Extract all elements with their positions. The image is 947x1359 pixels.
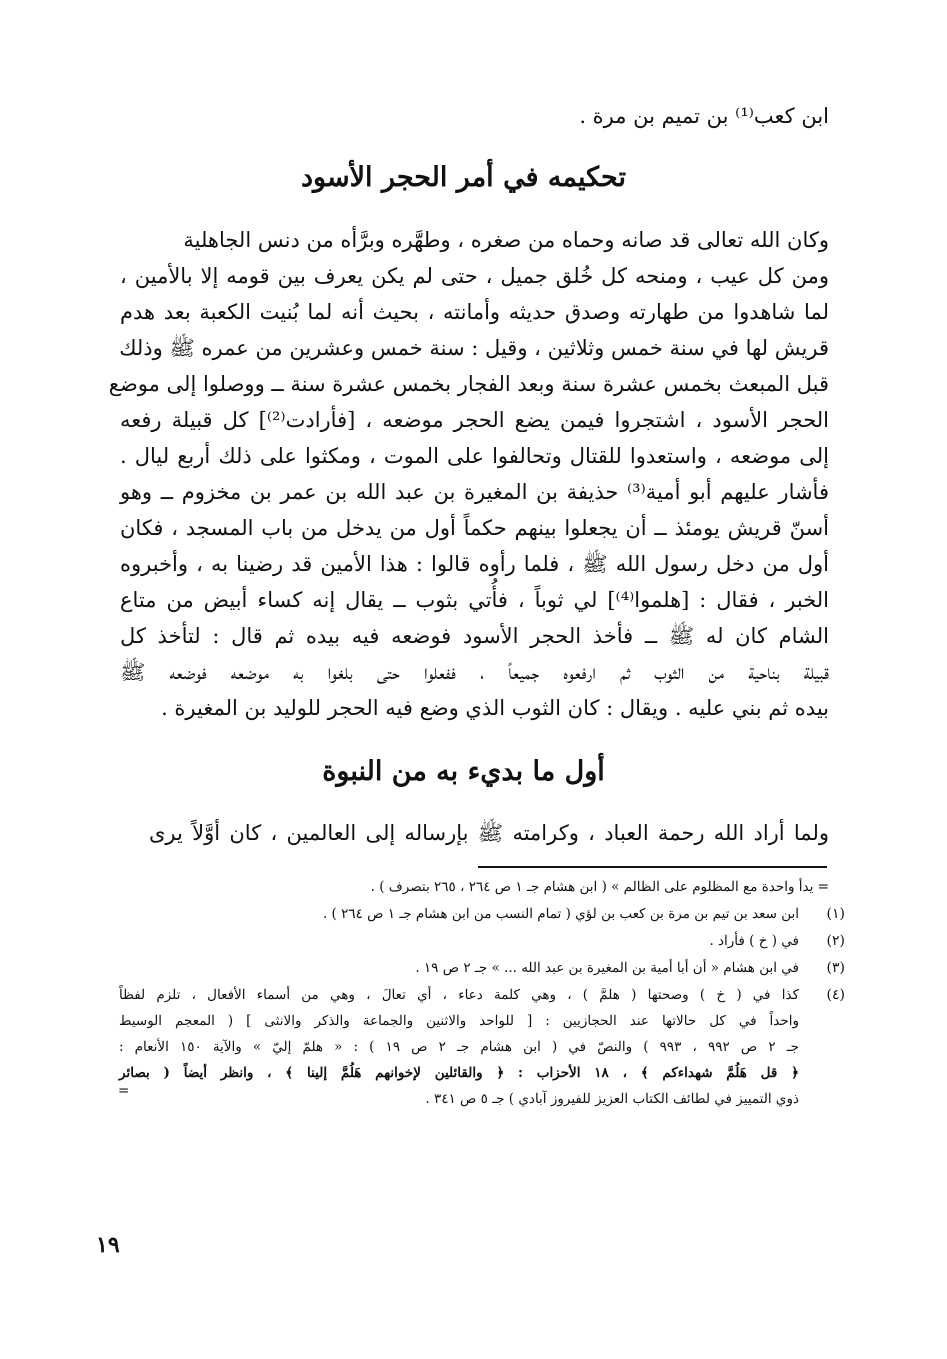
footnote-number: (١) bbox=[826, 906, 845, 922]
section-heading-black-stone: تحكيمه في أمر الحجر الأسود bbox=[301, 162, 626, 193]
footnote-number: (٤) bbox=[826, 987, 845, 1003]
footnote-text: واحداً في كل حالاتها عند الحجازيين : [ للواحد والاثنين والجماعة والذكر والانثى ] ( المعجم الوسيط bbox=[119, 1013, 799, 1029]
footnote-continuation: = يدأ واحدة مع المظلوم على الظالم » ( ابن هشام جـ ١ ص ٢٦٤ ، ٢٦٥ بتصرف ) . bbox=[370, 879, 829, 895]
text-line: قبل المبعث بخمس عشرة سنة وبعد الفجار بخمس عشرة سنة ــ ووصلوا إلى موضع bbox=[108, 372, 829, 396]
text-line: الشام كان له ﷺ ــ فأخذ الحجر الأسود فوضعه فيه بيده ثم قال : لتأخذ كل bbox=[120, 624, 829, 648]
text-line: قريش لها في سنة خمس وثلاثين ، وقيل : سنة خمس وعشرين من عمره ﷺ وذلك bbox=[119, 336, 829, 360]
text-line: الحجر الأسود ، اشتجروا فيمن يضع الحجر موضعه ، [فأرادت⁽²⁾] كل قبيلة رفعه bbox=[120, 408, 829, 432]
text-line: لما شاهدوا من طهارته وصدق حديثه وأمانته ، بحيث أنه لما بُنيت الكعبة بعد هدم bbox=[120, 300, 829, 324]
footnote-text: ﴿ قل هَلُمَّ شهداءكم ﴾ ، ١٨ الأحزاب : ﴿ والقائلين لإخوانهم هَلُمَّ إلينا ﴾ ، وانظر أيضاً ( بصائر bbox=[119, 1065, 799, 1081]
text-line: أسنّ قريش يومئذ ــ أن يجعلوا بينهم حكماً أول من يدخل من باب المسجد ، فكان bbox=[120, 516, 829, 540]
footnote-number: (٣) bbox=[826, 960, 845, 976]
footnote-text: ابن سعد بن تيم بن مرة بن كعب بن لؤي ( تمام النسب من ابن هشام جـ ١ ص ٢٦٤ ) . bbox=[322, 906, 799, 922]
text-line: ولما أراد الله رحمة العباد ، وكرامته ﷺ بإرساله إلى العالمين ، كان أوَّلاً يرى bbox=[149, 821, 829, 845]
text-line: أول من دخل رسول الله ﷺ ، فلما رأوه قالوا : هذا الأمين قد رضينا به ، وأخبروه bbox=[120, 552, 829, 576]
footnote-number: (٢) bbox=[826, 933, 845, 949]
text-line: قبيلة بناحية من الثوب ثم ارفعوه جميعاً ، ففعلوا حتى بلغوا به موضعه فوضعه ﷺ bbox=[120, 660, 829, 684]
footnote-text: ذوي التمييز في لطائف الكتاب العزيز للفيروز آبادي ) جـ ٥ ص ٣٤١ . bbox=[425, 1091, 799, 1107]
text-line: بيده ثم بني عليه . ويقال : كان الثوب الذي وضع فيه الحجر للوليد بن المغيرة . bbox=[161, 696, 829, 720]
page-number: ١٩ bbox=[96, 1232, 120, 1258]
footnote-separator bbox=[478, 866, 827, 868]
footnote-text: في ( خ ) فأراد . bbox=[709, 933, 799, 949]
footnote-text: في ابن هشام « أن أبا أمية بن المغيرة بن عبد الله ... » جـ ٢ ص ١٩ . bbox=[415, 960, 799, 976]
text-line: فأشار عليهم أبو أمية⁽³⁾ حذيفة بن المغيرة بن عبد الله بن عمر بن مخزوم ــ وهو bbox=[120, 480, 829, 504]
text-line: ومن كل عيب ، ومنحه كل خُلق جميل ، حتى لم يكن يعرف بين قومه إلا بالأمين ، bbox=[120, 264, 829, 288]
footnote-text: كذا في ( خ ) وصحتها ( هلمَّ ) ، وهي كلمة دعاء ، أي تعالَ ، وهي من أسماء الأفعال ، تلزم لفظاً bbox=[119, 987, 799, 1003]
footnote-continues-mark: = bbox=[118, 1083, 130, 1099]
text-line: إلى موضعه ، واستعدوا للقتال وتحالفوا على الموت ، ومكثوا على ذلك أربع ليال . bbox=[120, 444, 829, 468]
footnote-text: جـ ٢ ص ٩٩٢ ، ٩٩٣ ) والنصّ في ( ابن هشام جـ ٢ ص ١٩ ) : « هلمّ إليّ » والآية ١٥٠ الأنعام : bbox=[119, 1039, 799, 1055]
text-line: وكان الله تعالى قد صانه وحماه من صغره ، وطهَّره وبرَّأه من دنس الجاهلية bbox=[183, 228, 829, 252]
intro-line: ابن كعب⁽¹⁾ بن تميم بن مرة . bbox=[579, 104, 829, 128]
text-line: الخبر ، فقال : [هلموا⁽⁴⁾] لي ثوباً ، فأُتي بثوب ــ يقال إنه كساء أبيض من متاع bbox=[120, 588, 829, 612]
section-heading-prophethood: أول ما بديء به من النبوة bbox=[322, 756, 605, 787]
